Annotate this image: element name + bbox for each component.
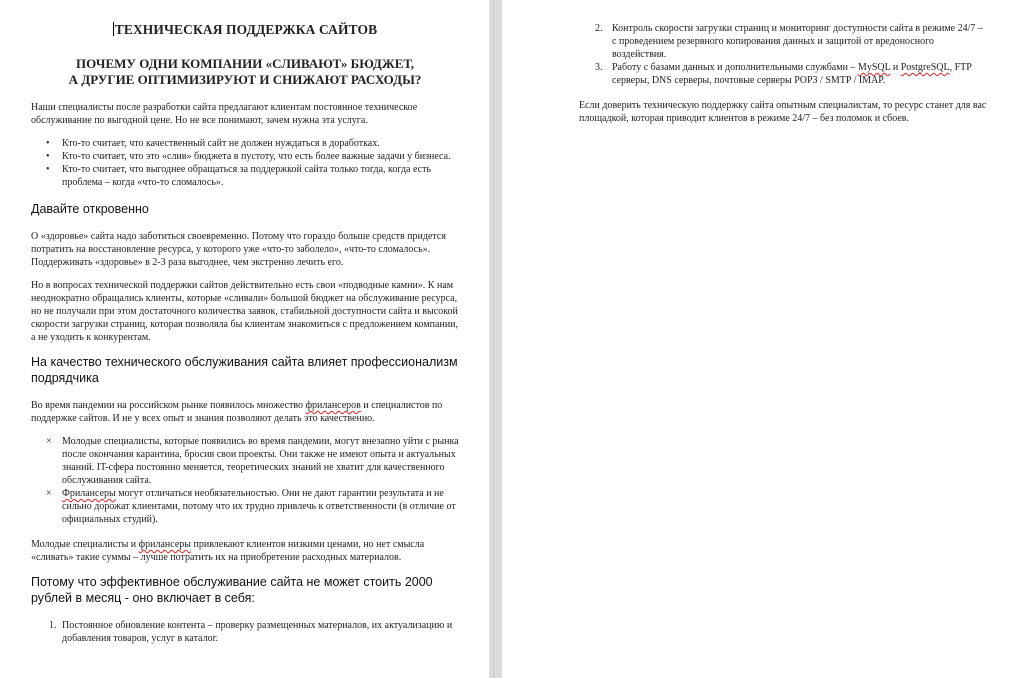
list-item-text: Кто-то считает, что качественный сайт не должен нуждаться в доработках. [62, 138, 380, 149]
list-item [579, 61, 989, 87]
list-item-text: могут отличаться необязательностью. Они не дают гарантии результата и не сильно дорожат клиентами, потому что их трудно привлечь к ответственности (в отличие от официальных студий). [62, 488, 456, 525]
list-item [31, 163, 459, 189]
spellcheck-word[interactable]: фрилансеры [138, 539, 191, 550]
paragraph-pandemic [31, 399, 459, 425]
numbered-list-services [31, 619, 459, 645]
spellcheck-word[interactable]: фрилансеров [305, 400, 361, 411]
paragraph-trust: Если доверить техническую поддержку сайта опытным специалистам, то ресурс станет для вас площадкой, которая приводит клиентов в режиме 24/7 – без поломок и сбоев. [579, 100, 987, 124]
section-heading-cost: Потому что эффективное обслуживание сайта не может стоить 2000 рублей в месяц - оно включает в себя: [31, 575, 433, 605]
list-item-text: Постоянное обновление контента – проверку размещенных материалов, их актуализацию и добавления товаров, услуг в каталог. [62, 620, 453, 644]
list-item [31, 137, 459, 150]
list-item [31, 435, 459, 487]
section-heading-honest: Давайте откровенно [31, 202, 149, 216]
text-run: и [890, 62, 901, 73]
text-cursor [113, 22, 114, 36]
text-run: и специалистов по поддержке сайтов. И не у всех опыт и знания позволяют делать это качественно. [31, 400, 443, 424]
document-page-2[interactable] [502, 0, 1009, 678]
intro-paragraph: Наши специалисты после разработки сайта предлагают клиентам постоянное техническое обслуживание по выгодной цене. Но не все понимают, зачем нужна эта услуга. [31, 102, 418, 126]
paragraph-pitfalls: Но в вопросах технической поддержки сайтов действительно есть свои «подводные камни». К нам неоднократно обращались клиенты, которые «сливали» большой бюджет на обслуживание ресурса, но не получали при этом достаточного количества заявок, стабильной доступности сайта и высокой скорости загрузки страниц, которая позволяла бы клиентам знакомиться с предложением компании, а не уходить к конкурентам. [31, 280, 459, 343]
text-run: Во время пандемии на российском рынке появилось множество [31, 400, 306, 411]
text-run: Работу с базами данных и дополнительными службами – [612, 62, 858, 73]
section-heading-quality: На качество технического обслуживания сайта влияет профессионализм подрядчика [31, 355, 458, 385]
document-title [31, 22, 459, 38]
page-gutter [489, 0, 502, 678]
list-number: 3. [595, 62, 603, 73]
x-mark-icon: × [46, 488, 52, 499]
numbered-list-services-continued [579, 22, 989, 87]
list-item-text: Молодые специалисты, которые появились во время пандемии, могут внезапно уйти с рынка после окончания карантина, бросив свои проекты. Они также не имеют опыта и актуальных знаний. IT-сфера постоянно меняется, теоретических знаний не хватит для качественного обслуживания сайта. [62, 436, 459, 486]
list-item [31, 487, 459, 526]
bullet-list-opinions [31, 137, 459, 189]
bullet-icon: • [46, 151, 50, 162]
spellcheck-word[interactable]: Фрилансеры [62, 488, 116, 499]
list-item [579, 22, 989, 61]
list-number: 1. [49, 620, 57, 631]
text-run: привлекают клиентов низкими ценами, но нет смысла «сливать» такие суммы – лучше потратить их на приобретение расходных материалов. [31, 539, 425, 563]
paragraph-health: О «здоровье» сайта надо заботиться своевременно. Потому что гораздо больше средств придется потратить на восстановление ресурса, у которого уже «что-то заболело», «что-то сломалось». Поддерживать «здоровье» в 2-3 раза выгоднее, чем экстренно лечить его. [31, 231, 446, 268]
text-run: , FTP серверы, DNS серверы, почтовые серверы POP3 / SMTP / IMAP. [612, 62, 972, 86]
list-item-text: Кто-то считает, что это «слив» бюджета в пустоту, что есть более важные задачи у бизнеса. [62, 151, 451, 162]
x-list-risks [31, 435, 459, 526]
list-number: 2. [595, 23, 603, 34]
bullet-icon: • [46, 164, 50, 175]
list-item [31, 619, 459, 645]
document-title-text: ТЕХНИЧЕСКАЯ ПОДДЕРЖКА САЙТОВ [114, 22, 378, 37]
paragraph-young [31, 538, 459, 564]
spellcheck-word[interactable]: MySQL [857, 62, 891, 73]
document-page-1[interactable] [0, 0, 489, 678]
list-item-text: Кто-то считает, что выгоднее обращаться за поддержкой сайта только тогда, когда есть проблема – когда «что-то сломалось». [62, 164, 432, 188]
text-run: Молодые специалисты и [31, 539, 139, 550]
x-mark-icon: × [46, 436, 52, 447]
list-item-text: Контроль скорости загрузки страниц и мониторинг доступности сайта в режиме 24/7 – с проведением резервного копирования данных и защитой от вредоносного воздействия. [612, 23, 983, 60]
subtitle-line-1: ПОЧЕМУ ОДНИ КОМПАНИИ «СЛИВАЮТ» БЮДЖЕТ, [76, 56, 414, 71]
spellcheck-word[interactable]: PostgreSQL [900, 62, 950, 73]
subtitle-line-2: А ДРУГИЕ ОПТИМИЗИРУЮТ И СНИЖАЮТ РАСХОДЫ? [68, 72, 422, 87]
list-item [31, 150, 459, 163]
bullet-icon: • [46, 138, 50, 149]
document-subtitle [31, 56, 459, 88]
